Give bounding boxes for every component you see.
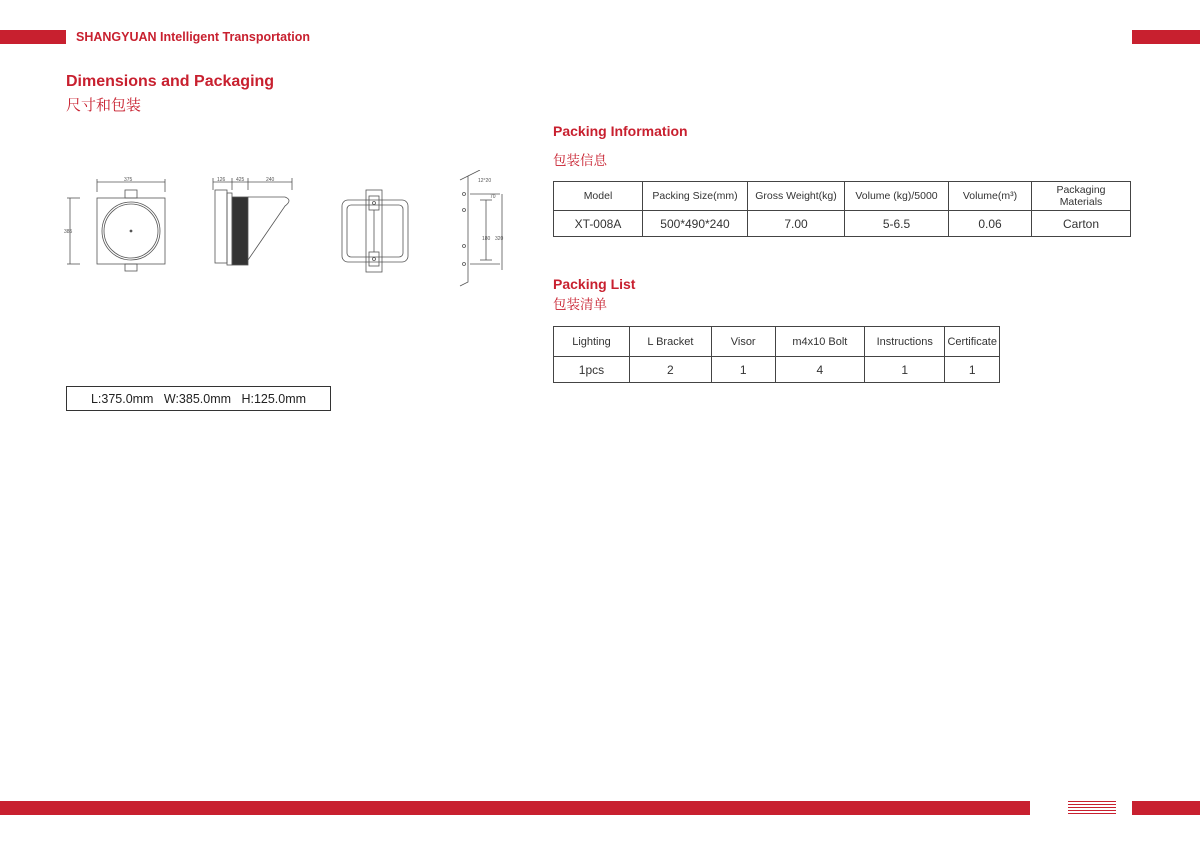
packing-info-title: Packing Information: [553, 123, 688, 139]
side-view: [213, 178, 292, 265]
table-cell: 2: [629, 357, 711, 383]
side-dim-2: 425: [236, 177, 245, 183]
front-width-label: 375: [124, 177, 133, 183]
header-bar-right: [1132, 30, 1200, 44]
table-cell: 7.00: [748, 211, 845, 237]
packing-list-title: Packing List: [553, 276, 636, 292]
section-title-cn: 尺寸和包装: [66, 97, 142, 114]
packing-list-table: [553, 326, 1000, 383]
table-header-row: [554, 327, 1000, 357]
table-header-cell: Packing Size(mm): [643, 182, 748, 211]
bracket-dim-3: 320: [495, 236, 504, 242]
table-row: [554, 357, 1000, 383]
dimensions-box: [66, 386, 331, 411]
table-header-cell: Gross Weight(kg): [748, 182, 845, 211]
table-cell: XT-008A: [554, 211, 643, 237]
table-header-cell: Volume (kg)/5000: [845, 182, 949, 211]
table-header-cell: L Bracket: [629, 327, 711, 357]
table-cell: 500*490*240: [643, 211, 748, 237]
footer-stripes: [1068, 801, 1116, 815]
table-header-cell: Visor: [711, 327, 775, 357]
table-header-cell: m4x10 Bolt: [775, 327, 864, 357]
table-cell: 1: [711, 357, 775, 383]
front-view: [67, 179, 165, 271]
front-height-label: 385: [64, 229, 73, 235]
table-cell: 1pcs: [554, 357, 630, 383]
table-cell: 4: [775, 357, 864, 383]
packing-info-title-cn: 包装信息: [553, 153, 607, 168]
table-row: [554, 211, 1131, 237]
table-header-cell: Certificate: [945, 327, 1000, 357]
table-cell: Carton: [1032, 211, 1131, 237]
table-header-cell: Volume(m³): [949, 182, 1032, 211]
footer-bar-left: [0, 801, 1030, 815]
brand-title: SHANGYUAN Intelligent Transportation: [76, 30, 311, 44]
table-cell: 1: [865, 357, 945, 383]
header-bar-left: [0, 30, 66, 44]
table-header-cell: Lighting: [554, 327, 630, 357]
table-header-cell: Instructions: [865, 327, 945, 357]
side-dim-3: 240: [266, 177, 275, 183]
side-dim-1: 126: [217, 177, 226, 183]
bracket-view: [460, 170, 502, 286]
table-cell: 5-6.5: [845, 211, 949, 237]
section-title: Dimensions and Packaging: [66, 73, 275, 90]
footer-bar-right: [1132, 801, 1200, 815]
bracket-dim-1: 70: [490, 194, 496, 200]
table-cell: 0.06: [949, 211, 1032, 237]
table-header-cell: Model: [554, 182, 643, 211]
technical-drawing: [60, 170, 520, 295]
bracket-dim-2: 180: [482, 236, 491, 242]
dimensions-text: L:375.0mm W:385.0mm H:125.0mm: [90, 391, 307, 406]
packing-info-table: [553, 181, 1131, 237]
back-view: [342, 190, 408, 272]
table-header-cell: Packaging Materials: [1032, 182, 1131, 211]
table-cell: 1: [945, 357, 1000, 383]
table-header-row: [554, 182, 1131, 211]
packing-list-title-cn: 包装清单: [553, 297, 607, 312]
bracket-angle-label: 12°20: [478, 178, 492, 184]
